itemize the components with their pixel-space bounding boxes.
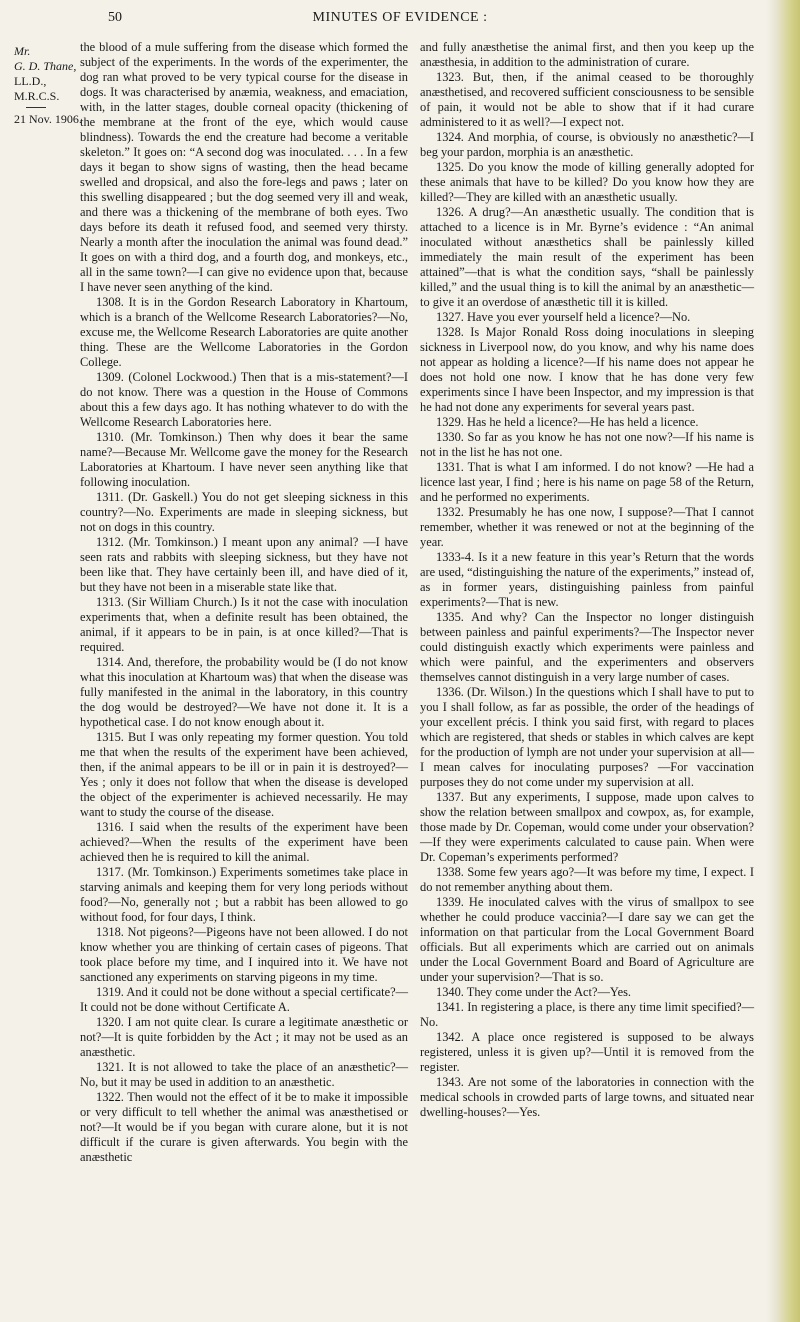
paragraph: 1325. Do you know the mode of killing generally adopted for these animals that have to be killed? Do you know how they are killed?—They are killed with an anæsthetic usually.	[420, 160, 754, 204]
witness-title: Mr.	[14, 44, 31, 58]
page-edge-shading	[766, 0, 800, 1322]
paragraph: 1328. Is Major Ronald Ross doing inoculations in sleeping sickness in Liverpool now, do you know, and why his name does not appear as holding a licence?—If his name does not appear he does not hold one now. I know that he has done very few experiments since I have been Inspector, and my impression is that he had not done any experiments for several years past.	[420, 325, 754, 414]
witness-degree-2: M.R.C.S.	[14, 89, 60, 103]
paragraph: 1336. (Dr. Wilson.) In the questions which I shall have to put to you I shall follow, as far as possible, the order of the headings of your excellent précis. I think you said first, with regard to places which are registered, that sheds or stables in which calves are kept for the production of lymph are not under your supervision at all—I mean calves for inoculating purposes? —For vaccination purposes they do not come under my supervision at all.	[420, 685, 754, 789]
left-column	[80, 40, 408, 1165]
evidence-date: 21 Nov. 1906.	[14, 112, 82, 126]
paragraph: 1340. They come under the Act?—Yes.	[436, 985, 632, 999]
paragraph: 1318. Not pigeons?—Pigeons have not been allowed. I do not know whether you are thinking of certain cases of pigeons. That took place before my time, and I inquired into it. We have not sanctioned any experiments on starving pigeons in my time.	[80, 925, 408, 984]
paragraph: and fully anæsthetise the animal first, and then you keep up the anæsthesia, in addition to the administration of curare.	[420, 40, 754, 69]
page-header	[0, 8, 800, 32]
paragraph: 1335. And why? Can the Inspector no longer distinguish between painless and painful experiments?—The Inspector never could distinguish exactly which experiments were painless and which were painful, and the experimenters and observers themselves cannot distinguish in a very large number of cases.	[420, 610, 754, 684]
paragraph: 1311. (Dr. Gaskell.) You do not get sleeping sickness in this country?—No. Experiments are made in sleeping sickness, but not on dogs in this country.	[80, 490, 408, 534]
paragraph: 1342. A place once registered is supposed to be always registered, unless it is given up?—Until it is removed from the register.	[420, 1030, 754, 1074]
paragraph: 1337. But any experiments, I suppose, made upon calves to show the relation between smallpox and cowpox, as, for example, those made by Dr. Copeman, would come under your observation?—If they were experiments calculated to cause pain. When were Dr. Copeman’s experiments performed?	[420, 790, 754, 864]
paragraph: 1331. That is what I am informed. I do not know? —He had a licence last year, I find ; here is his name on page 58 of the Return, and he performed no experiments.	[420, 460, 754, 504]
paragraph: 1313. (Sir William Church.) Is it not the case with inoculation experiments that, when a definite result has been obtained, the animal, if it appears to be in pain, is at once killed?—That is required.	[80, 595, 408, 654]
page-number: 50	[108, 10, 122, 25]
paragraph: 1308. It is in the Gordon Research Laboratory in Khartoum, which is a branch of the Wellcome Research Laboratories?—No, excuse me, the Wellcome Research Laboratories are quite another thing. These are the Wellcome Laboratories in the Gordon College.	[80, 295, 408, 369]
witness-name: G. D. Thane,	[14, 59, 77, 73]
paragraph: 1310. (Mr. Tomkinson.) Then why does it bear the same name?—Because Mr. Wellcome gave the money for the Research Laboratories at Khartoum. I have never seen anything like that following inoculation.	[80, 430, 408, 489]
paragraph: 1321. It is not allowed to take the place of an anæsthetic?—No, but it may be used in addition to an anæsthetic.	[80, 1060, 408, 1089]
paragraph: 1322. Then would not the effect of it be to make it impossible or very difficult to tell whether the animal was anæsthetised or not?—It would be if you began with curare alone, but it is not difficult if the curare is given afterwards. You begin with the anæsthetic	[80, 1090, 408, 1164]
paragraph: 1329. Has he held a licence?—He has held a licence.	[436, 415, 699, 429]
paragraph: 1323. But, then, if the animal ceased to be thoroughly anæsthetised, and recovered sufficient consciousness to be sensible of pain, it would not be able to show that if it had curare administered to it as well?—I expect not.	[420, 70, 754, 129]
paragraph: 1320. I am not quite clear. Is curare a legitimate anæsthetic or not?—It is quite forbidden by the Act ; it may not be used as an anæsthetic.	[80, 1015, 408, 1059]
paragraph: 1330. So far as you know he has not one now?—If his name is not in the list he has not one.	[420, 430, 754, 459]
paragraph: 1317. (Mr. Tomkinson.) Experiments sometimes take place in starving animals and keeping them for very long periods without food?—No, generally not ; but a rabbit has been allowed to go without food, for four days, I think.	[80, 865, 408, 924]
paragraph: 1316. I said when the results of the experiment have been achieved?—When the results of the experiment have been achieved then he is required to kill the animal.	[80, 820, 408, 864]
paragraph: 1326. A drug?—An anæsthetic usually. The condition that is attached to a licence is in Mr. Byrne’s evidence : “An animal inoculated without anæsthetics shall be painlessly killed immediately the main result of the experiment has been attained”—that is what the condition says, “shall be painlessly killed,” and the usual thing is to kill the animal by an anæsthetic—to give it an overdose of anæsthetic till it is killed.	[420, 205, 754, 309]
witness-degree-1: LL.D.,	[14, 74, 47, 88]
paragraph: 1333-4. Is it a new feature in this year’s Return that the words are used, “distinguishing the nature of the experiments,” instead of, as in former years, distinguishing painless from painful experiments?—That is new.	[420, 550, 754, 609]
margin-rule	[26, 107, 46, 108]
paragraph: 1314. And, therefore, the probability would be (I do not know what this inoculation at Khartoum was) that when the disease was fully manifested in the animal in the laboratory, in this country the dog would be destroyed?—We have not done it. It is a hypothetical case. I do not know enough about it.	[80, 655, 408, 729]
paragraph: 1341. In registering a place, is there any time limit specified?—No.	[420, 1000, 754, 1029]
running-head: MINUTES OF EVIDENCE :	[312, 10, 488, 25]
paragraph: 1338. Some few years ago?—It was before my time, I expect. I do not remember anything about them.	[420, 865, 754, 894]
paragraph: 1324. And morphia, of course, is obviously no anæsthetic?—I beg your pardon, morphia is an anæsthetic.	[420, 130, 754, 159]
margin-note	[14, 44, 82, 127]
paragraph: the blood of a mule suffering from the disease which formed the subject of the experiments. In the words of the experimenter, the dog ran what proved to be very typical course for the disease in dogs. It was characterised by anæmia, weakness, and emaciation, with, in the latter stages, double corneal opacity (thickening of the membrane at the front of the eye, which would cause blindness). Towards the end the creature had become a veritable skeleton.” It goes on: “A second dog was inoculated. . . . In a few days it began to show signs of wasting, then the head became swelled and dropsical, and also the fore-legs and paws ; later on this swelling disappeared ; but the dog seemed very ill and weak, and there was a thickening of the membrane of both eyes. Two days before its death it refused food, and seemed very thirsty. Nearly a month after the inoculation the animal was found dead.” It goes on with a third dog, and a fourth dog, and monkeys, etc., all in the same town?—I can give no evidence upon that, because I have never seen anything of the kind.	[80, 40, 408, 294]
paragraph: 1343. Are not some of the laboratories in connection with the medical schools in crowded parts of large towns, and situated near dwelling-houses?—Yes.	[420, 1075, 754, 1119]
paragraph: 1332. Presumably he has one now, I suppose?—That I cannot remember, whether it was renewed or not at the beginning of the year.	[420, 505, 754, 549]
paragraph: 1319. And it could not be done without a special certificate?—It could not be done without Certificate A.	[80, 985, 408, 1014]
paragraph: 1339. He inoculated calves with the virus of smallpox to see whether he could produce vaccinia?—I dare say we can get the information on that particular from the Local Government Board officials. But all experiments which are carried out on animals under the Local Government Board and Board of Agriculture are under your supervision?—That is so.	[420, 895, 754, 984]
paragraph: 1315. But I was only repeating my former question. You told me that when the results of the experiment have been achieved, then, if the animal appears to be ill or in pain it is destroyed?—Yes ; only it does not follow that when the disease is developed the object of the experimenter is achieved necessarily. He may want to study the course of the disease.	[80, 730, 408, 819]
paragraph: 1312. (Mr. Tomkinson.) I meant upon any animal? —I have seen rats and rabbits with sleeping sickness, but they have not been like that. They have certainly been ill, and have died of it, but they have not been in a miserable state like that.	[80, 535, 408, 594]
right-column	[420, 40, 754, 1120]
paragraph: 1327. Have you ever yourself held a licence?—No.	[436, 310, 691, 324]
paragraph: 1309. (Colonel Lockwood.) Then that is a mis-statement?—I do not know. There was a question in the House of Commons about this a few days ago. It has nothing whatever to do with the Wellcome Research Laboratories here.	[80, 370, 408, 429]
